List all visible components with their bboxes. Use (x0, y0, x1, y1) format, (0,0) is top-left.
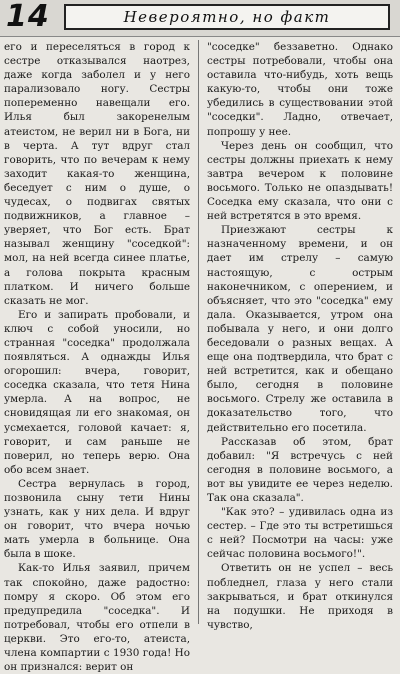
paragraph: Через день он сообщил, что сестры должны приехать к нему завтра вечером к половине восьмого. Только не опаздывать! Соседка ему сказала, что они с ней встретятся в это время. (207, 139, 393, 223)
paragraph: "Как это? – удивилась одна из сестер. – Где это ты встретишься с ней? Посмотри на часы: уже сейчас половина восьмого!". (207, 506, 393, 561)
paragraph: Рассказав об этом, брат добавил: "Я встречусь с ней сегодня в половине восьмого, а вот вы увидите ее через неделю. Так она сказала". (207, 435, 393, 504)
article-column-right (207, 40, 393, 631)
page-number: 14 (6, 0, 50, 34)
paragraph: Как-то Илья заявил, причем так спокойно, даже радостно: помру я скоро. Об этом его предупредила "соседка". И потребовал, чтобы его отпели в церкви. Это его-то, атеиста, члена компартии с 1930 года! Но он признался: верит он (4, 562, 190, 674)
paragraph: его и переселяться в город к сестре отказывался наотрез, даже когда заболел и у него парализовало ногу. Сестры попеременно навещали его. Илья был закоренелым атеистом, не верил ни в Бога, ни в черта. А тут вдруг стал говорить, что по вечерам к нему заходит какая-то женщина, беседует с ним о душе, о чудесах, о подвигах святых подвижников, а главное – уверяет, что Бог есть. Брат называл женщину "соседкой": мол, на ней всегда синее платье, а голова покрыта красным платком. И ничего больше сказать не мог. (4, 41, 190, 307)
paragraph: Сестра вернулась в город, позвонила сыну тети Нины узнать, как у них дела. И вдруг он говорит, что вчера ночью мать умерла в больнице. Она была в шоке. (4, 477, 190, 561)
rubric-title: Невероятно, но факт (64, 4, 390, 30)
paragraph: Его и запирать пробовали, и ключ с собой уносили, но странная "соседка" продолжала появляться. А однажды Илья огорошил: вчера, говорит, соседка сказала, что тетя Нина умерла. А на вопрос, не сновидящая ли его знакомая, он усмехается, головой качает: я, говорит, и сам раньше не поверил, но теперь верю. Она обо всем знает. (4, 308, 190, 476)
paragraph: Приезжают сестры к назначенному времени, и он дает им стрелу – самую настоящую, с острым наконечником, с оперением, и объясняет, что это "соседка" ему дала. Оказывается, утром она побывала у него, и они долго беседовали о разных вещах. А еще она подтвердила, что брат с ней встретится, как и обещано было, сегодня в половине восьмого. Стрелу же оставила в доказательство того, что действительно его посетила. (207, 224, 393, 434)
paragraph: Ответить он не успел – весь побледнел, глаза у него стали закрываться, и брат откинулся на подушки. Не приходя в чувство, (207, 562, 393, 631)
paragraph: "соседке" беззаветно. Однако сестры потребовали, чтобы она оставила что-нибудь, хоть вещь какую-то, чтобы они тоже убедились в существовании этой "соседки". Ладно, отвечает, попрошу у нее. (207, 41, 393, 138)
column-divider (198, 40, 199, 624)
article-column-left (4, 40, 190, 674)
page-header (0, 0, 400, 37)
